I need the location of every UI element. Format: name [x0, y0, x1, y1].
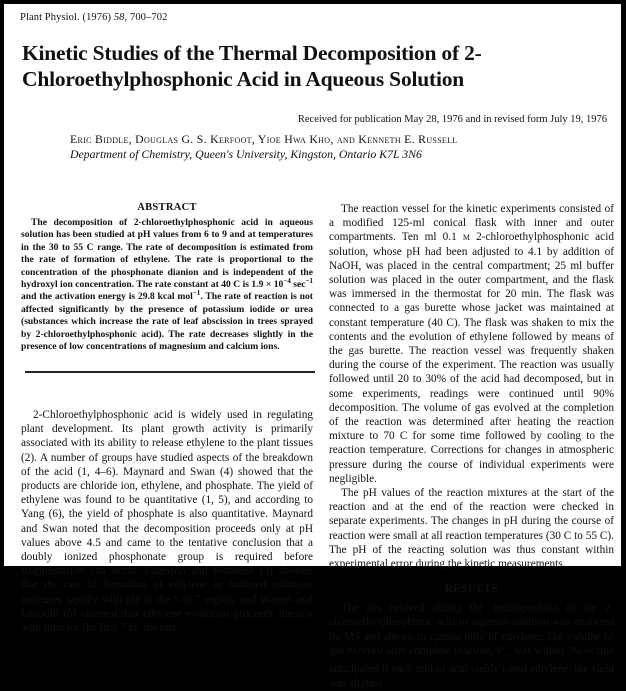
journal-year: (1976) [82, 12, 112, 23]
journal-volume: 58, [113, 12, 128, 23]
results-heading: RESULTS [444, 583, 499, 596]
results-text-part: The gas evolved during the decomposition of the 2-chloroethylphosphonic acid in aqueous solution was analyzed by MS and shown to consist only of ethylene. The volume of gas evolved after complete reaction, [329, 602, 614, 657]
methods-paragraph-1 [329, 202, 614, 486]
methods-paragraph-2: The pH values of the reaction mixtures at the start of the reaction and at the end of the reaction were checked in separate experiments. The changes in pH during the course of reaction were small at all reaction temperatures (30 C to 55 C). The pH of the reacting solution was thus constant within experimental error during the kinetic measurements. [329, 487, 614, 571]
exponent: −1 [305, 276, 314, 285]
paper-page [4, 4, 621, 690]
abstract-text [21, 217, 313, 353]
author-list: Eric Biddle, Douglas G. S. Kerfoot, Yioe Hwa Kho, and Kenneth E. Russell [70, 132, 458, 146]
journal-name: Plant Physiol. [20, 12, 80, 23]
introduction-paragraph: 2-Chloroethylphosphonic acid is widely used in regulating plant development. Its plant growth activity is primarily associated with its ability to release ethylene to the plant tissues (2). A number of groups have studied aspects of the breakdown of the acid (1, 4–6). Maynard and Swan (4) showed that the products are chloride ion, ethylene, and phosphate. The yield of ethylene was found to be quantitative (1, 5), and according to Yang (6), the yield of phosphate is also quantitative. Maynard and Swan noted that the decomposition proceeds only at pH values above 4.5 and came to the tentative conclusion that a doubly ionized phosphonate group is required before fragmentation can occur. Edgerton and Blanpied (3) showed that the rate of formation of ethylene in buffered solutions increases rapidly with pH in the 5 to 7 region, and Warner and Leopold (5) claimed that ethylene evolution proceeds linearly with time for the first 7 hr, the rate [21, 409, 313, 635]
methods-text-part: 2-chloroethylphosphonic acid solution, whose pH had been adjusted to 4.1 by addition of NaOH, was placed in the central compartment; 25 ml buffer solution was placed in the outer compartment, and the flask was immersed in the thermostat for 20 min. The flask was connected to a gas burette whose jacket was maintained at constant temperature (40 C). The flask was shaken to mix the contents and the evolution of ethylene followed by means of the gas burette. The reaction vessel was frequently shaken during the course of the experiment. The reaction was usually followed until 20 to 30% of the acid had decomposed, but in some experiments, readings were continued until 90% decomposition. The volume of gas evolved at the completion of the reaction was determined after heating the reaction mixture to 70 C for some time followed by cooling to the reaction temperature. Corrections for changes in atmospheric pressure during the course of individual experiments were negligible. [329, 231, 614, 485]
right-column [329, 202, 614, 691]
molar-unit: m [462, 231, 470, 244]
abstract-text-part: sec [290, 279, 306, 291]
abstract-text-part: . The rate of reaction is not affected significantly by the presence of potassium iodide or urea (substances which increase the rate of leaf abscission in trees sprayed by 2-chloroethylphosphonic acid). The rate decreases slightly in the presence of low concentrations of magnesium and calcium ions. [21, 291, 313, 353]
received-date: Received for publication May 28, 1976 and in revised form July 19, 1976 [297, 114, 607, 125]
infinity-subscript: ∞ [503, 651, 509, 660]
abstract-heading: ABSTRACT [137, 202, 197, 213]
paper-title: Kinetic Studies of the Thermal Decomposition of 2-Chloroethylphosphonic Acid in Aqueous Solution [22, 41, 482, 91]
journal-pages: 700–702 [129, 12, 168, 23]
abstract-text-part: and the activation energy is 29.8 kcal mol [21, 291, 193, 303]
methods-text-part: The reaction vessel for the kinetic experiments consisted of a modified 125-ml conical flask with inner and outer compartments. Ten ml 0.1 [329, 203, 614, 244]
affiliation: Department of Chemistry, Queen's University, Kingston, Ontario K7L 3N6 [70, 147, 422, 161]
exponent: −1 [192, 289, 201, 298]
results-text-part: , was within 5% of that anticipated if each mol of acid yields 1 mol ethylene; the yield was slightly [329, 644, 614, 690]
section-divider [25, 371, 315, 373]
abstract-section [21, 202, 313, 353]
journal-citation [20, 12, 167, 23]
exponent: −4 [283, 276, 291, 285]
v-infinity-symbol: V [496, 644, 504, 657]
abstract-text-part: The decomposition of 2-chloroethylphosphonic acid in aqueous solution has been studied at pH values from 6 to 9 and at temperatures in the 30 to 55 C range. The rate of decomposition is estimated from the rate of formation of ethylene. The rate is proportional to the concentration of the phosphonate dianion and is independent of the hydroxyl ion concentration. The rate constant at 40 C is 1.9 × 10 [21, 217, 313, 291]
results-paragraph [329, 601, 614, 690]
